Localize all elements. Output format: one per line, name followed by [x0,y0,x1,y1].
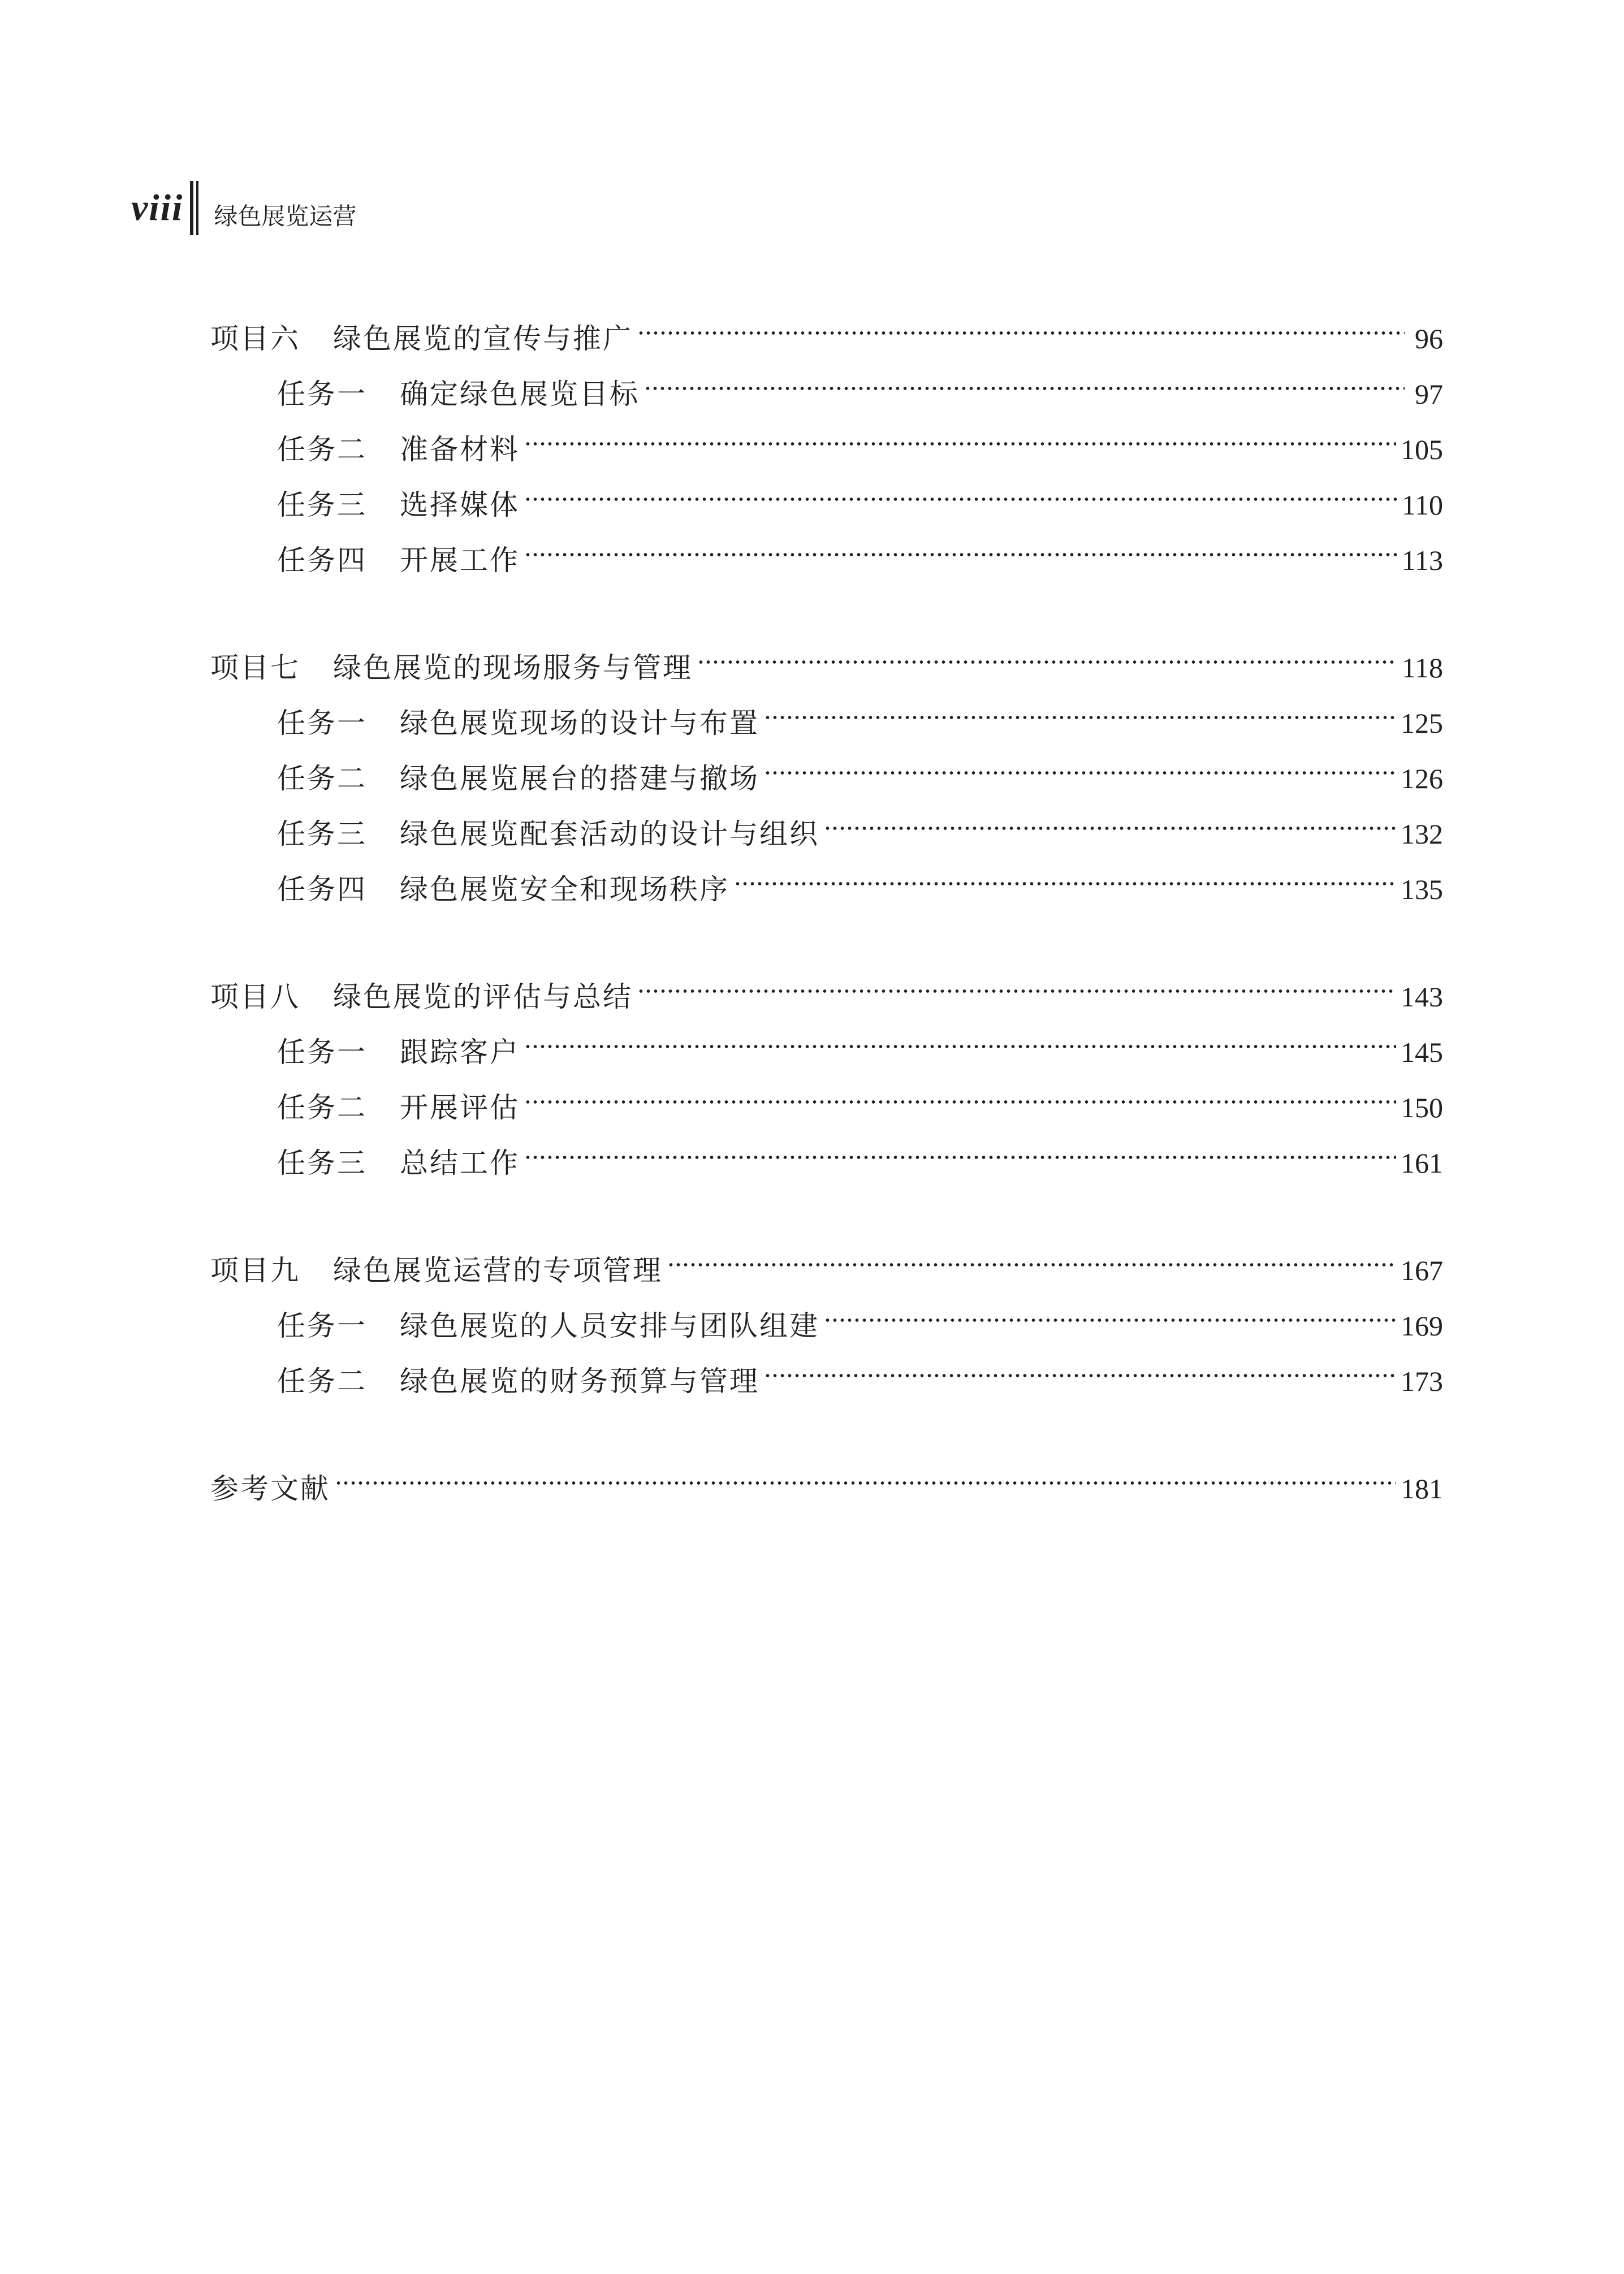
page-number: 96 [1415,323,1443,354]
project-number: 项目八 [210,980,300,1013]
running-header [131,181,356,235]
page-number: 132 [1401,818,1443,850]
page-number: 105 [1401,434,1443,465]
table-of-contents [210,293,1443,1550]
toc-section-project-8 [210,951,1443,1179]
task-title: 绿色展览展台的搭建与撤场 [400,762,759,795]
page-number: 150 [1401,1092,1443,1123]
dot-leader [335,1443,1396,1498]
project-title: 绿色展览的宣传与推广 [333,322,633,355]
page-number: 113 [1401,544,1443,576]
page-number: 169 [1401,1310,1443,1342]
task-title: 绿色展览的人员安排与团队组建 [400,1309,819,1342]
dot-leader [764,1335,1396,1391]
header-double-rule [190,181,201,235]
page-number: 143 [1401,981,1443,1013]
page-number: 118 [1401,652,1443,684]
page-number: 125 [1401,707,1443,739]
task-title: 选择媒体 [400,488,520,521]
task-number: 任务四 [277,544,367,577]
task-number: 任务二 [277,762,367,795]
toc-section-references [210,1443,1443,1505]
toc-entry-task[interactable] [210,844,1443,906]
dot-leader [824,1280,1396,1335]
dot-leader [644,348,1405,404]
task-number: 任务三 [277,488,367,521]
project-number: 项目九 [210,1254,300,1287]
toc-entry-project[interactable] [210,293,1443,355]
book-title: 绿色展览运营 [214,202,357,230]
task-number: 任务一 [277,1036,367,1069]
task-title: 确定绿色展览目标 [400,378,640,410]
page-number: 126 [1401,763,1443,794]
page-number: 145 [1401,1036,1443,1068]
toc-entry-project[interactable] [210,622,1443,684]
page-number: 181 [1401,1473,1443,1505]
toc-section-project-7 [210,622,1443,906]
page-number: 161 [1401,1147,1443,1179]
toc-entry-task[interactable] [210,459,1443,521]
references-title: 参考文献 [210,1472,330,1505]
toc-entry-references[interactable] [210,1443,1443,1505]
dot-leader [637,951,1396,1006]
task-title: 总结工作 [400,1147,520,1179]
dot-leader [524,404,1396,459]
dot-leader [524,1117,1396,1173]
task-number: 任务二 [277,1365,367,1398]
task-title: 准备材料 [400,433,520,466]
dot-leader [637,293,1405,348]
page-number: 173 [1401,1365,1443,1397]
task-title: 绿色展览安全和现场秩序 [400,873,729,906]
dot-leader [524,1006,1396,1062]
toc-entry-task[interactable] [210,788,1443,850]
toc-entry-task[interactable] [210,404,1443,466]
toc-section-project-9 [210,1225,1443,1398]
task-number: 任务三 [277,818,367,850]
task-number: 任务三 [277,1147,367,1179]
task-number: 任务二 [277,433,367,466]
page-number: 167 [1401,1255,1443,1286]
task-title: 跟踪客户 [400,1036,520,1069]
task-number: 任务四 [277,873,367,906]
dot-leader [524,1062,1396,1117]
toc-entry-project[interactable] [210,951,1443,1013]
project-number: 项目六 [210,322,300,355]
toc-entry-project[interactable] [210,1225,1443,1287]
task-title: 绿色展览配套活动的设计与组织 [400,818,819,850]
task-title: 绿色展览的财务预算与管理 [400,1365,759,1398]
toc-entry-task[interactable] [210,1117,1443,1179]
project-title: 绿色展览的评估与总结 [333,980,633,1013]
dot-leader [667,1225,1396,1280]
toc-entry-task[interactable] [210,1335,1443,1398]
dot-leader [697,622,1397,677]
task-title: 开展工作 [400,544,520,577]
task-title: 绿色展览现场的设计与布置 [400,707,759,740]
page-number: 135 [1401,874,1443,905]
dot-leader [764,733,1396,788]
project-number: 项目七 [210,651,300,684]
task-number: 任务一 [277,378,367,410]
dot-leader [824,788,1396,844]
page-number: 97 [1415,378,1443,410]
dot-leader [734,844,1396,899]
project-title: 绿色展览的现场服务与管理 [333,651,693,684]
toc-entry-task[interactable] [210,515,1443,577]
task-number: 任务二 [277,1091,367,1124]
toc-entry-task[interactable] [210,733,1443,795]
project-title: 绿色展览运营的专项管理 [333,1254,663,1287]
task-number: 任务一 [277,707,367,740]
task-title: 开展评估 [400,1091,520,1124]
dot-leader [524,515,1397,570]
toc-section-project-6 [210,293,1443,577]
page-folio: viii [131,187,184,228]
dot-leader [764,677,1396,733]
task-number: 任务一 [277,1309,367,1342]
dot-leader [524,459,1397,515]
toc-entry-task[interactable] [210,1062,1443,1124]
page-number: 110 [1401,489,1443,521]
